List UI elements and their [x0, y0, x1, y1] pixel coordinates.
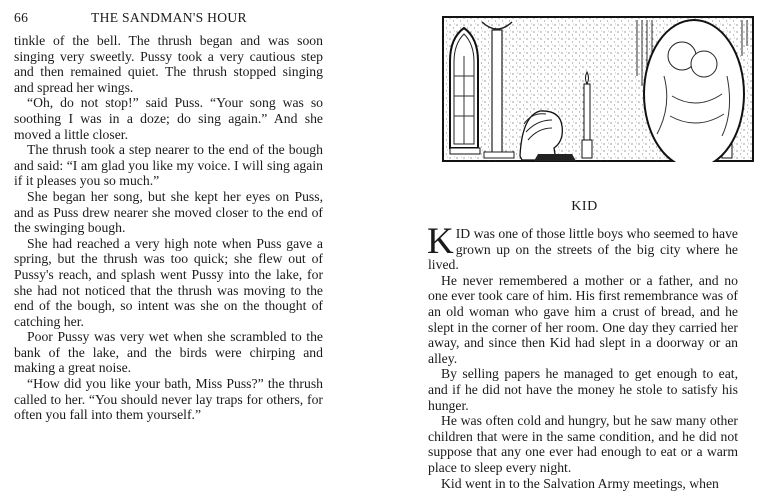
paragraph: By selling papers he managed to get enough to eat, and if he did not have the money he stole to satisfy his hunger. [428, 366, 738, 413]
drop-cap: K [427, 221, 454, 262]
paragraph: The thrush took a step nearer to the end of the bough and said: “I am glad you like my voice. I will sing again if it pleases you so much.” [14, 142, 323, 189]
paragraph: He was often cold and hungry, but he saw many other children that were in the same condition, and he did not suppose that any one ever had enough to eat or a warm place to sleep every night. [428, 413, 738, 475]
paragraph: She began her song, but she kept her eyes on Puss, and as Puss drew nearer she moved closer to the end of the swinging bough. [14, 188, 323, 236]
left-body-text [14, 33, 323, 423]
candle-left [582, 72, 592, 158]
paragraph: He never remembered a mother or a father, and no one ever took care of him. His first remembrance was of an old woman who gave him a crust of bread, and he slept in the corner of her room. One day they carried her away, and since then Kid had slept in a doorway or an alley. [428, 272, 738, 366]
stained-glass-window [450, 28, 480, 154]
madonna-painting [644, 20, 744, 162]
book-title: THE SANDMAN'S HOUR [91, 10, 247, 25]
paragraph: She had reached a very high note when Puss gave a spring, but the thrush was too quick; she flew out of Pussy's reach, and splash went Pussy into the lake, for she had not noticed that the thrush was moving to the end of the bough, so intent was she on the thought of catching her. [14, 235, 323, 329]
right-page [384, 0, 768, 501]
first-paragraph [427, 221, 738, 273]
first-paragraph-text: ID was one of those little boys who seemed to have grown up on the streets of the big city where he lived. [428, 226, 738, 273]
right-body-text [427, 221, 738, 491]
paragraph: “How did you like your bath, Miss Puss?” the thrush called to her. “You should never lay traps for others, for often you fall into them yourself.” [14, 376, 323, 423]
chapter-title: KID [571, 199, 598, 214]
paragraph: “Oh, do not stop!” said Puss. “Your song was so soothing I was in a doze; do sing again.” And she moved a little closer. [14, 95, 323, 142]
paragraph: Kid went in to the Salvation Army meetings, when [441, 475, 719, 491]
paragraph: tinkle of the bell. The thrush began and was soon singing very sweetly. Pussy took a very cautious step and then remained quiet. The thrush stopped singing and spread her wings. [14, 33, 323, 95]
page-number: 66 [14, 10, 29, 25]
chapter-illustration [442, 16, 754, 162]
paragraph: Poor Pussy was very wet when she scrambled to the bank of the lake, and the birds were chirping and making a great noise. [14, 329, 323, 376]
